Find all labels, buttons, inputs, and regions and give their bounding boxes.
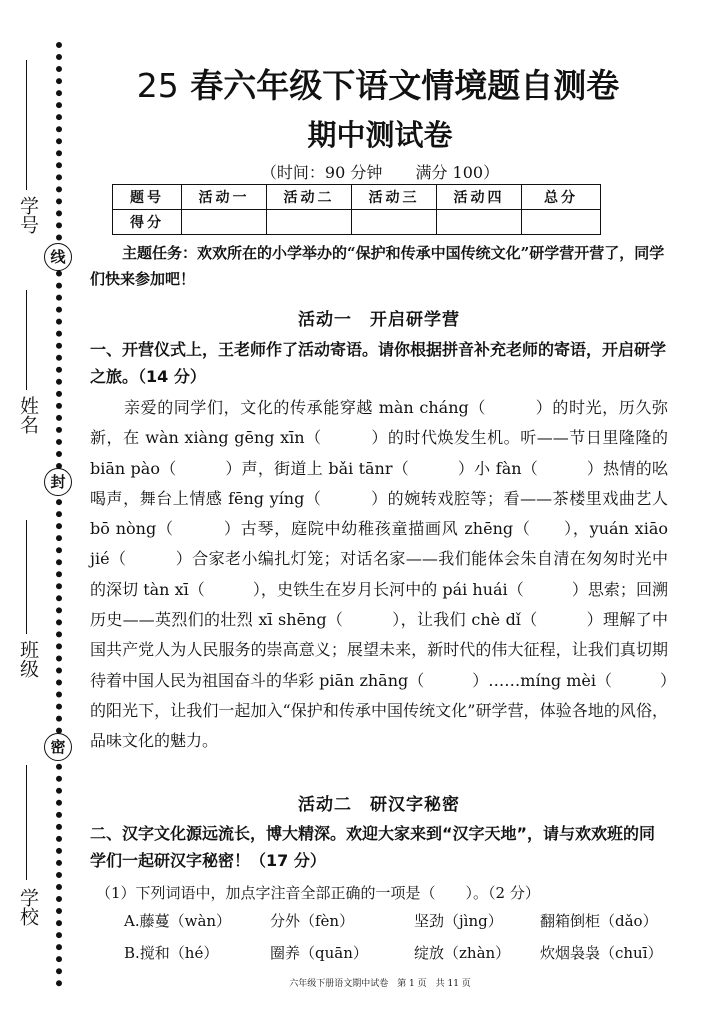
question1-passage: 亲爱的同学们，文化的传承能穿越 màn cháng（ ）的时光，历久弥新，在 wàn xiàng gēng xīn（ ）的时代焕发生机。听——节日里隆隆的 biān pào（ ）声，街道上 bǎi tānr（ ）小 fàn（ ）热情的吆喝声，舞台上情感 fēng yíng（ ）的婉转戏腔等；看——茶楼里戏曲艺人 bō nòng（ ）古琴，庭院中幼稚孩童描画风 zhēng（ ），yuán xiāo jié（ ）合家老小编扎灯笼；对话名家——我们能体会朱自清在匆匆时光中的深切 tàn xī（ ），史铁生在岁月长河中的 pái huái（ ）思索；回溯历史——英烈们的壮烈 xī shēng（ ），让我们 chè dǐ（ ）理解了中国共产党人为人民服务的崇高意义；展望未来，新时代的伟大征程，让我们真切期待着中国人民为祖国奋斗的华彩 piān zhāng（ ）……míng mèi（ ）的阳光下，让我们一起加入“保护和传承中国传统文化”研学营，体验各地的风俗，品味文化的魅力。 xyxy=(90,398,668,751)
title-number: 25 xyxy=(136,66,179,105)
score-cell-1[interactable] xyxy=(182,210,267,235)
score-cell-total[interactable] xyxy=(522,210,601,235)
student-id-line xyxy=(26,60,27,190)
title-text: 春六年级下语文情境题自测卷 xyxy=(190,66,620,105)
binding-margin xyxy=(0,0,84,1018)
score-table-score-row xyxy=(113,210,601,235)
option-b-word4: 炊烟袅袅（chuī） xyxy=(540,944,663,962)
option-b-word3: 绽放（zhàn） xyxy=(414,944,511,962)
option-row-b[interactable] xyxy=(124,942,684,974)
seal-feng: 封 xyxy=(44,468,72,496)
option-b-word1: B.搅和（hé） xyxy=(124,944,219,962)
school-line xyxy=(26,765,27,880)
question2: 二、汉字文化源远流长，博大精深。欢迎大家来到“汉字天地”，请与欢欢班的同学们一起研汉字秘密！（17 分） xyxy=(90,824,656,870)
score-header-cell: 活动二 xyxy=(267,185,352,210)
student-id-label: 学号 xyxy=(17,196,39,234)
option-a-word4: 翻箱倒柜（dǎo） xyxy=(540,912,658,930)
student-name-label: 姓名 xyxy=(17,396,39,434)
score-table xyxy=(112,184,601,235)
student-name-line xyxy=(26,290,27,390)
full-score: 满分 100） xyxy=(415,163,500,182)
option-row-a[interactable] xyxy=(124,910,684,942)
score-header-cell: 活动三 xyxy=(352,185,437,210)
school-label: 学校 xyxy=(17,888,39,926)
seal-xian: 线 xyxy=(44,243,72,271)
score-header-cell: 活动一 xyxy=(182,185,267,210)
page-footer: 六年级下册语文期中试卷 第 1 页 共 11 页 xyxy=(289,979,471,989)
page-subtitle: 期中测试卷 xyxy=(307,118,453,152)
score-header-cell: 题号 xyxy=(113,185,182,210)
score-header-cell: 活动四 xyxy=(437,185,522,210)
option-a-word1: A.藤蔓（wàn） xyxy=(124,912,232,930)
time-limit: （时间：90 分钟 xyxy=(260,163,383,182)
activity1-heading: 活动一 开启研学营 xyxy=(298,310,460,330)
score-cell-2[interactable] xyxy=(267,210,352,235)
class-label: 班级 xyxy=(17,640,39,678)
score-table-header-row xyxy=(113,185,601,210)
class-line xyxy=(26,520,27,634)
question2-sub1: （1）下列词语中，加点字注音全部正确的一项是（ ）。（2 分） xyxy=(96,884,540,902)
theme-task: 主题任务：欢欢所在的小学举办的“保护和传承中国传统文化”研学营开营了，同学们快来参加吧！ xyxy=(90,244,665,288)
option-a-word2: 分外（fèn） xyxy=(270,912,355,930)
score-cell-3[interactable] xyxy=(352,210,437,235)
time-score-line xyxy=(90,160,670,183)
option-a-word3: 坚劲（jìng） xyxy=(414,912,503,930)
seal-mi: 密 xyxy=(44,733,72,761)
score-row-label: 得分 xyxy=(113,210,182,235)
binding-dotted-line xyxy=(56,42,62,987)
options-list xyxy=(124,910,684,974)
option-b-word2: 圈养（quān） xyxy=(270,944,368,962)
page-title xyxy=(118,60,638,107)
activity2-heading: 活动二 研汉字秘密 xyxy=(298,795,460,815)
question1: 一、开营仪式上，王老师作了活动寄语。请你根据拼音补充老师的寄语，开启研学之旅。（14 分） xyxy=(90,340,667,386)
score-cell-4[interactable] xyxy=(437,210,522,235)
score-header-cell: 总分 xyxy=(522,185,601,210)
